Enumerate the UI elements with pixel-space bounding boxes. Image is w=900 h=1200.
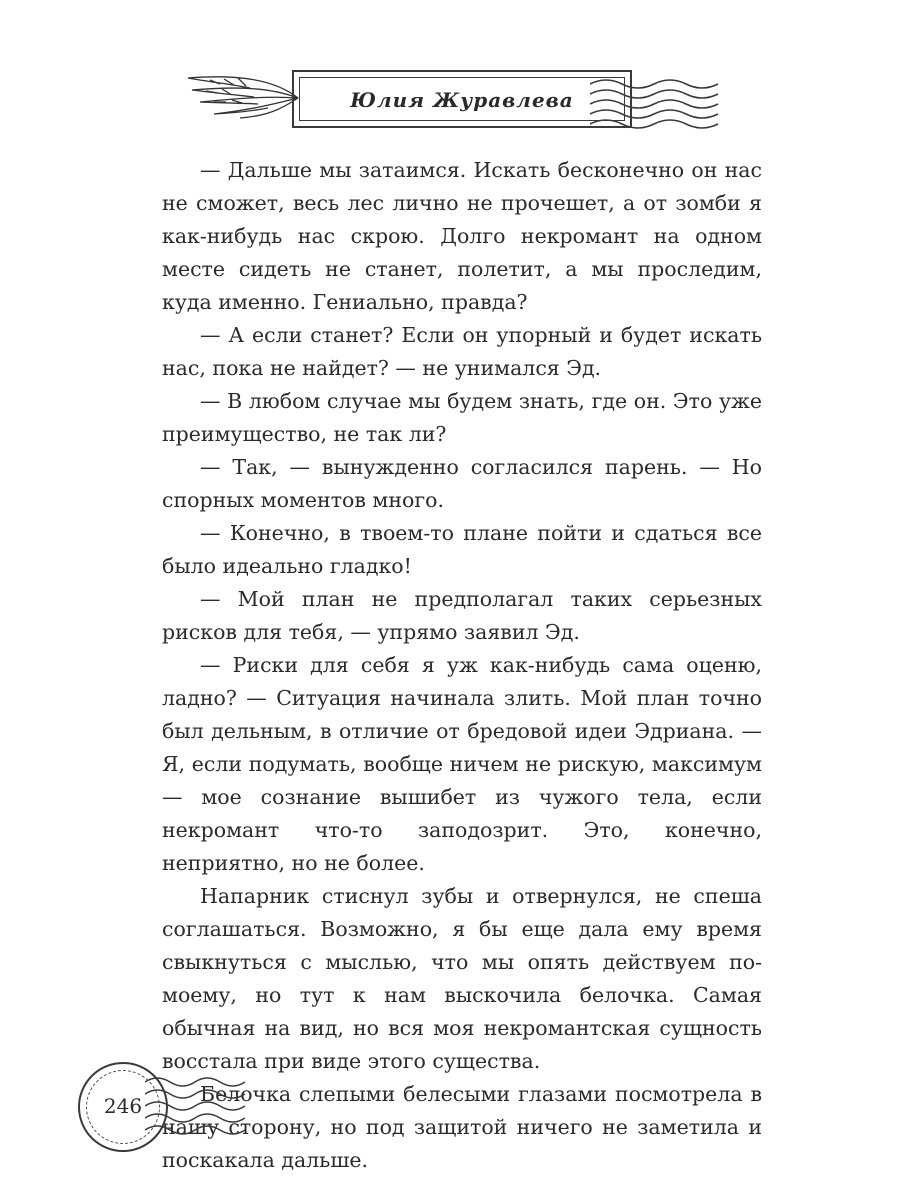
postmark-lines-icon xyxy=(590,72,720,132)
paragraph: — В любом случае мы будем знать, где он. Это уже преимущество, не так ли? xyxy=(162,389,762,446)
paragraph: Белочка слепыми белесыми глазами посмотрела в нашу сторону, но под защитой ничего не заметила и поскакала дальше. xyxy=(162,1082,762,1172)
paragraph: — Так, — вынужденно согласился парень. — Но спорных моментов много. xyxy=(162,455,762,512)
page-header xyxy=(0,0,900,140)
paragraph: — Дальше мы затаимся. Искать бесконечно он нас не сможет, весь лес лично не прочешет, а от зомби я как-нибудь нас скрою. Долго некромант на одном месте сидеть не станет, полетит, а мы проследим, куда именно. Гениально, правда? xyxy=(162,158,762,314)
main-text xyxy=(162,154,762,1177)
postmark-lines-icon xyxy=(145,1068,245,1148)
paragraph: Напарник стиснул зубы и отвернулся, не спеша соглашаться. Возможно, я бы еще дала ему время свыкнуться с мыслью, что мы опять действуем по-моему, но тут к нам выскочила белочка. Самая обычная на вид, но вся моя некромантская сущность восстала при виде этого существа. xyxy=(162,884,762,1073)
author-title-frame xyxy=(292,70,632,128)
paragraph: — Риски для себя я уж как-нибудь сама оценю, ладно? — Ситуация начинала злить. Мой план точно был дельным, в отличие от бредовой идеи Эдриана. — Я, если подумать, вообще ничем не рискую, максимум — мое сознание вышибет из чужого тела, если некромант что-то заподозрит. Это, конечно, неприятно, но не более. xyxy=(162,653,762,875)
paragraph: — А если станет? Если он упорный и будет искать нас, пока не найдет? — не унимался Эд. xyxy=(162,323,762,380)
page-number: 246 xyxy=(103,1094,143,1118)
paragraph: — Мой план не предполагал таких серьезных рисков для тебя, — упрямо заявил Эд. xyxy=(162,587,762,644)
author-name: Юлия Журавлева xyxy=(350,88,574,112)
paragraph: — Конечно, в твоем-то плане пойти и сдаться все было идеально гладко! xyxy=(162,521,762,578)
wing-icon xyxy=(180,70,300,120)
